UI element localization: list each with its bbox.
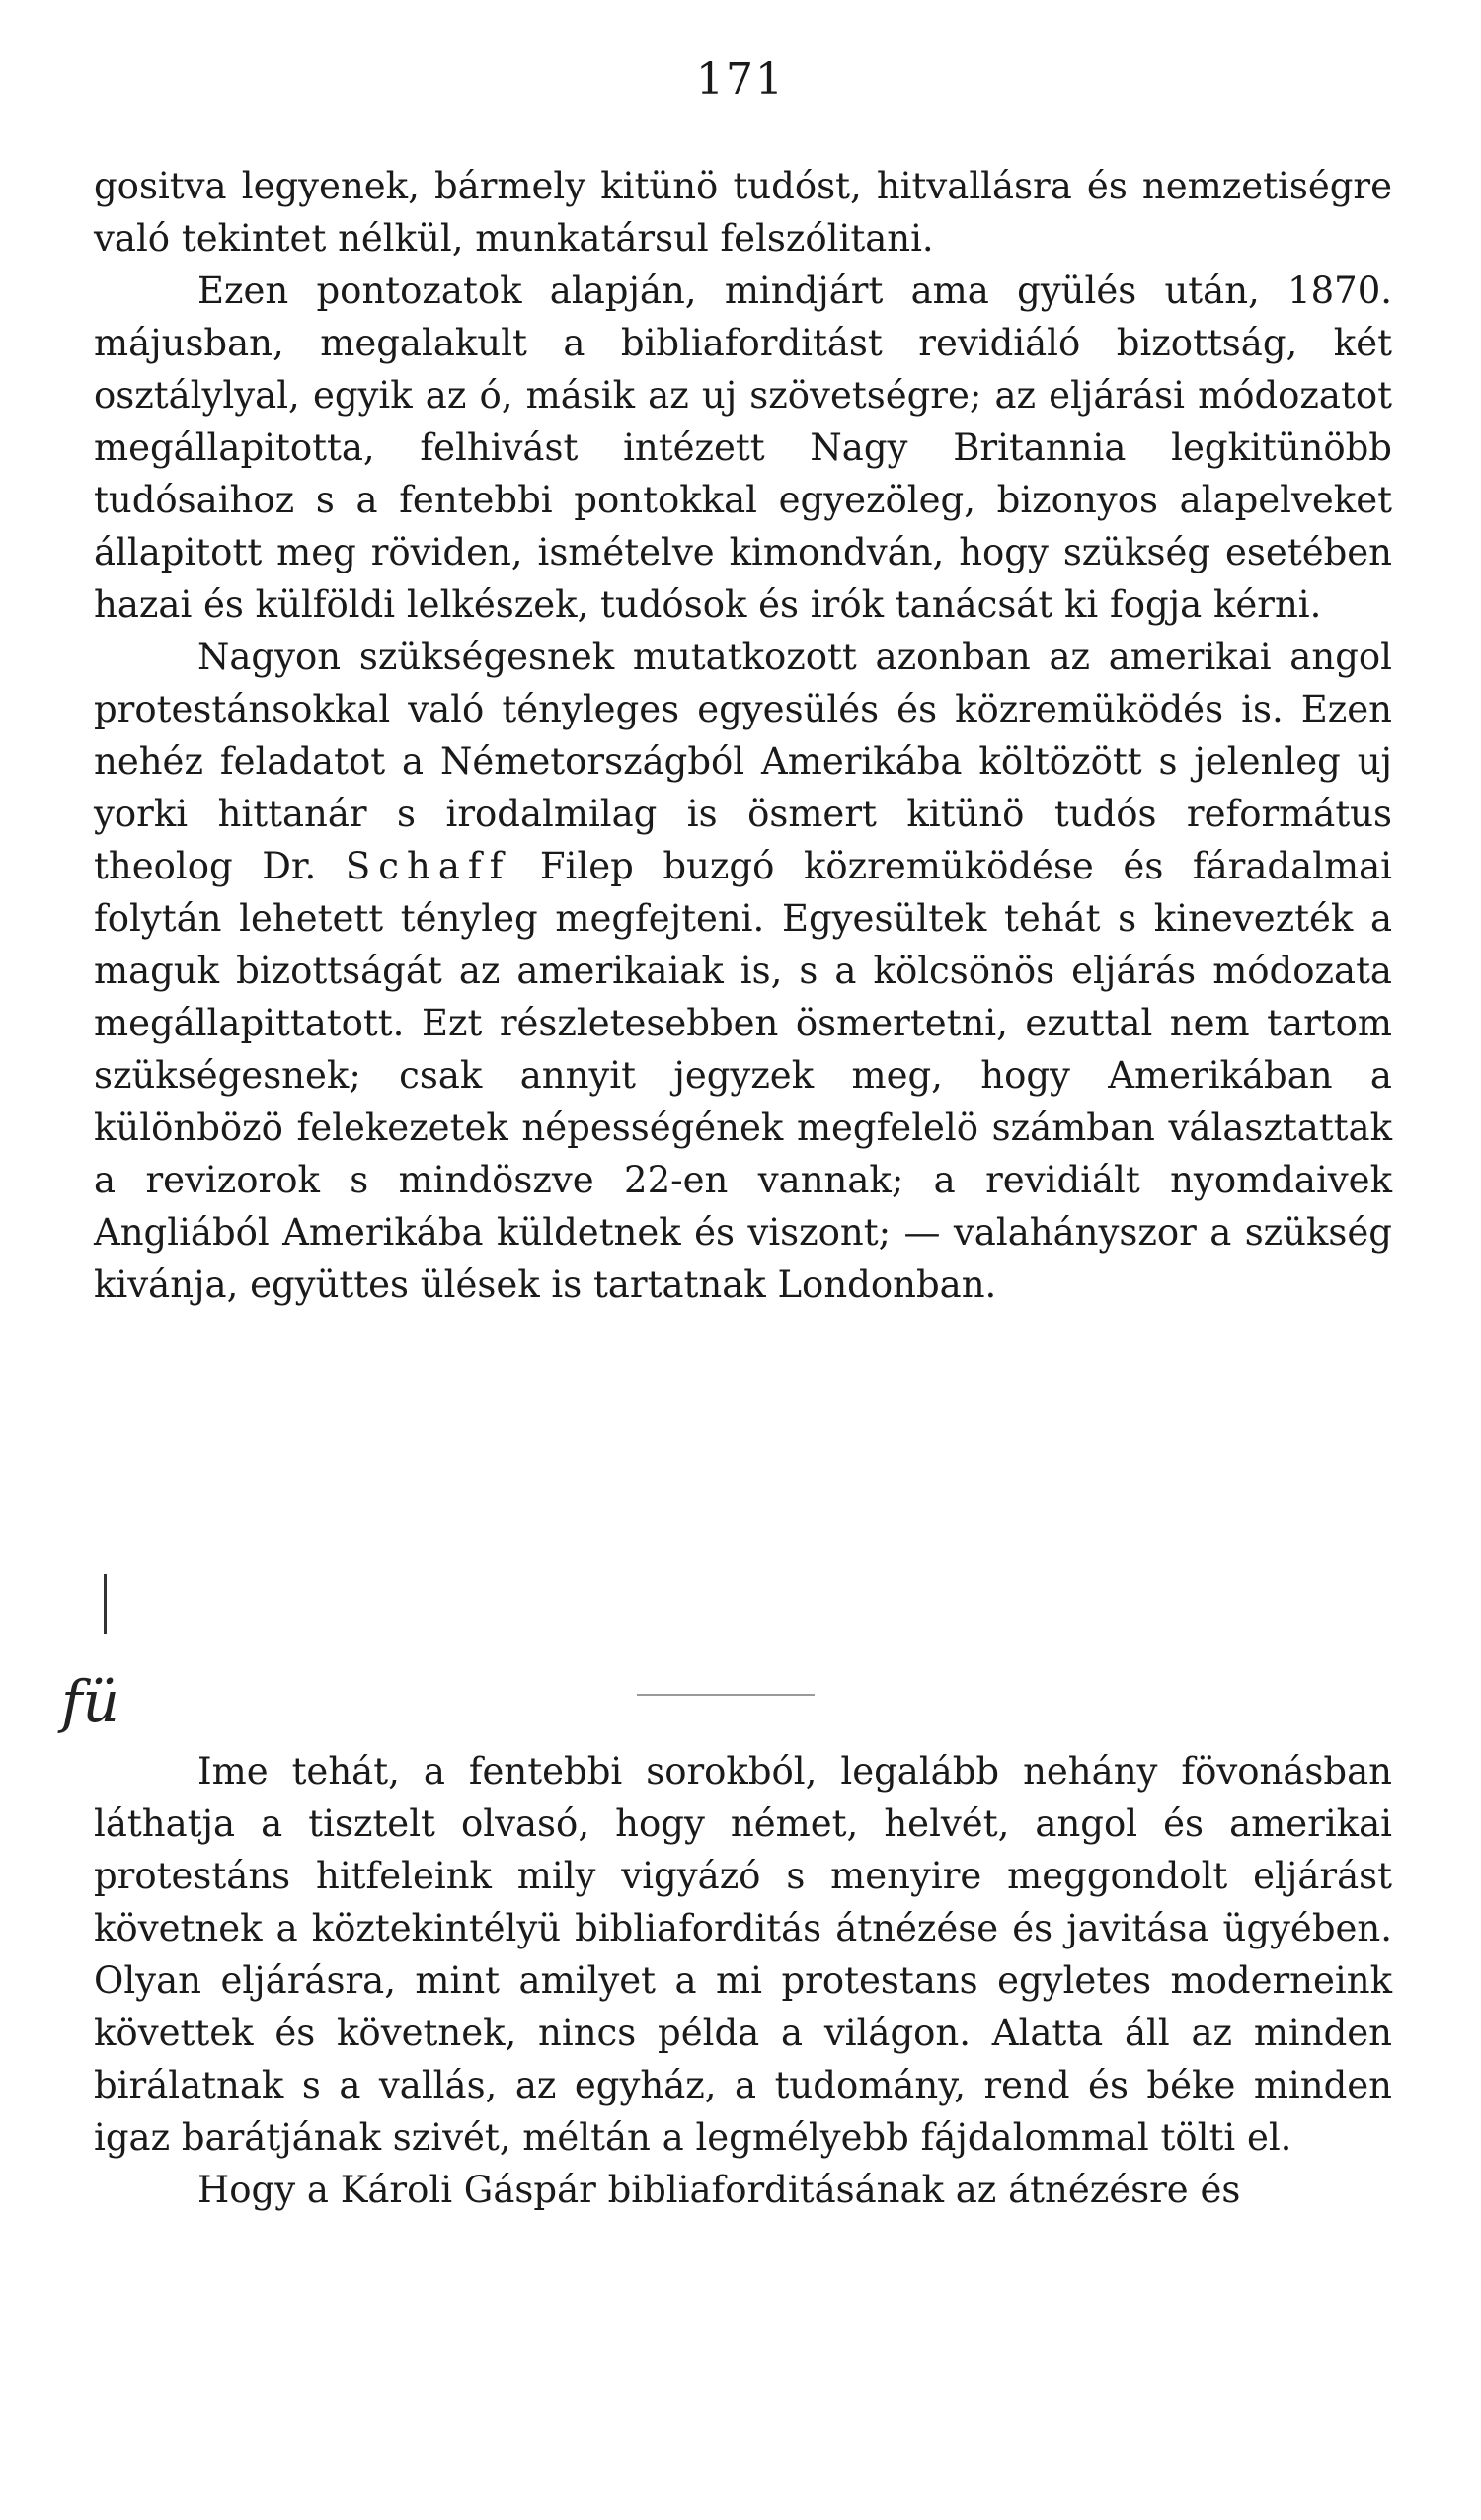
text-block-lower bbox=[94, 1745, 1392, 2216]
paragraph bbox=[94, 631, 1392, 1311]
paragraph: Ime tehát, a fentebbi sorokból, legalább nehány fövonásban láthatja a tisztelt olvasó, hogy német, helvét, angol és amerikai protestáns hitfeleink mily vigyázó s menyire meggondolt eljárást követnek a köztekintélyü bibliaforditás átnézése és javitása ügyében. Olyan eljárásra, mint amilyet a mi protestans egyletes moderneink követtek és követnek, nincs példa a világon. Alatta áll az minden birálatnak s a vallás, az egyház, a tudomány, rend és béke minden igaz barátjának szivét, méltán a legmélyebb fájdalommal tölti el. bbox=[94, 1750, 1392, 2159]
paragraph-text-before-name: Nagyon szükségesnek mutatkozott azonban az amerikai angol protestánsokkal való tényleges egyesülés és közremüködés is. Ezen nehéz feladatot a Németországból Amerikába költözött s jelenleg uj yorki hittanár s irodalmilag is ösmert kitünö tudós református theolog Dr. bbox=[94, 636, 1392, 887]
paragraph-text-after-name: Filep buzgó közremüködése és fáradalmai folytán lehetett tényleg megfejteni. Egyesültek tehát s kinevezték a maguk bizottságát az amerikaiak is, s a kölcsönös eljárás módozata megállapittatott. Ezt részletesebben ösmertetni, ezuttal nem tartom szükségesnek; csak annyit jegyzek meg, hogy Amerikában a különbözö felekezetek népességének megfelelö számban választattak a revizorok s mindöszve 22-en vannak; a revidiált nyomdaivek Angliából Amerikába küldetnek és viszont; — valahányszor a szükség kivánja, együttes ülések is tartatnak Londonban. bbox=[94, 845, 1392, 1306]
paragraph: Ezen pontozatok alapján, mindjárt ama gyülés után, 1870. májusban, megalakult a bibliaforditást revidiáló bizottság, két osztálylyal, egyik az ó, másik az uj szövetségre; az eljárási módozatot megállapitotta, felhivást intézett Nagy Britannia legkitünöbb tudósaihoz s a fentebbi pontokkal egyezöleg, bizonyos alapelveket állapitott meg röviden, ismételve kimondván, hogy szükség esetében hazai és külföldi lelkészek, tudósok és irók tanácsát ki fogja kérni. bbox=[94, 269, 1392, 626]
paragraph: Hogy a Károli Gáspár bibliaforditásának az átnézésre és bbox=[197, 2169, 1241, 2211]
text-block-upper bbox=[94, 160, 1392, 1311]
page-number: 171 bbox=[696, 54, 785, 105]
handwritten-margin-note: fü bbox=[61, 1668, 119, 1735]
paragraph: gositva legyenek, bármely kitünö tudóst, hitvallásra és nemzetiségre való tekintet nélkül, munkatársul felszólitani. bbox=[94, 165, 1392, 260]
pencil-mark bbox=[104, 1574, 107, 1634]
section-separator bbox=[637, 1694, 815, 1696]
spaced-name: Schaff bbox=[345, 845, 511, 887]
